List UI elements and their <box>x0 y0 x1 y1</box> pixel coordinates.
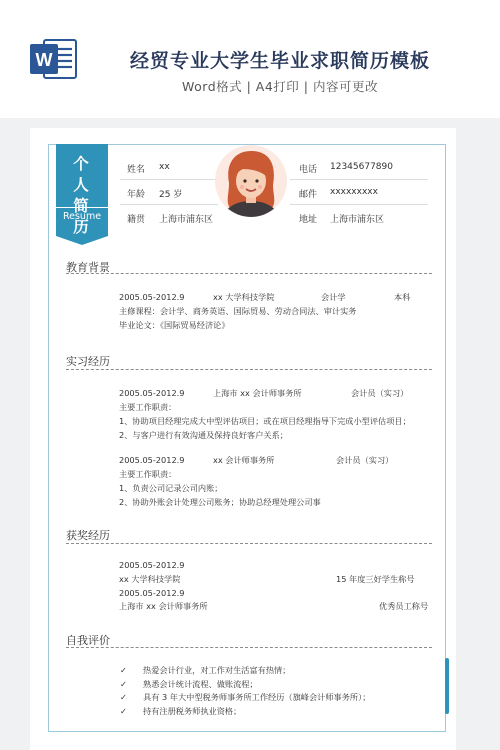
check-icon: ✓ <box>120 692 127 702</box>
info-divider <box>120 204 218 205</box>
education-period: 2005.05-2012.9 <box>119 292 185 302</box>
info-divider <box>120 179 218 180</box>
job-duty: 2、与客户进行有效沟通及保持良好客户关系； <box>119 430 288 440</box>
email-value: xxxxxxxxx <box>330 187 378 197</box>
section-title-self-eval: 自我评价 <box>66 634 110 647</box>
job-duty: 1、协助项目经理完成大中型评估项目；或在项目经理指导下完成小型评估项目； <box>119 416 411 426</box>
resume-ribbon <box>56 144 108 236</box>
word-icon-letter: W <box>35 50 53 70</box>
section-title-education: 教育背景 <box>66 261 110 274</box>
section-divider <box>66 543 432 544</box>
award-period: 2005.05-2012.9 <box>119 560 185 570</box>
award-org: 上海市 xx 会计师事务所 <box>119 601 208 611</box>
ribbon-title-line1: 个 人 <box>73 155 97 194</box>
education-thesis: 毕业论文：《国际贸易经济论》 <box>119 320 230 330</box>
email-label: 邮件 <box>299 190 318 200</box>
ribbon-title-line2: 简 历 <box>73 197 97 236</box>
job-period: 2005.05-2012.9 <box>119 455 185 465</box>
job-duties-title: 主要工作职责： <box>119 469 177 479</box>
job-duty: 2、协助外账会计处理公司账务；协助总经理处理公司事 <box>119 497 321 507</box>
self-eval-item: 熟悉会计统计流程、做账流程； <box>143 679 258 689</box>
name-label: 姓名 <box>127 165 146 175</box>
phone-value: 12345677890 <box>330 162 393 172</box>
award-name: 优秀员工称号 <box>379 601 429 611</box>
vertical-scrollbar[interactable] <box>445 658 449 714</box>
education-major: 会计学 <box>321 292 346 302</box>
job-company: 上海市 xx 会计师事务所 <box>213 388 302 398</box>
section-title-awards: 获奖经历 <box>66 529 110 542</box>
job-role: 会计员（实习） <box>351 388 409 398</box>
self-eval-item: 具有 3 年大中型税务师事务所工作经历（旗峰会计师事务所）； <box>143 692 371 702</box>
age-value: 25 岁 <box>159 190 183 200</box>
education-school: xx 大学科技学院 <box>213 292 275 302</box>
origin-label: 籍贯 <box>127 215 146 225</box>
info-divider <box>290 179 428 180</box>
award-period: 2005.05-2012.9 <box>119 588 185 598</box>
self-eval-item: 热爱会计行业，对工作对生活富有热情； <box>143 665 291 675</box>
award-org: xx 大学科技学院 <box>119 574 181 584</box>
avatar <box>215 143 287 221</box>
word-document-icon <box>30 38 78 80</box>
job-duty: 1、负责公司记录公司内账； <box>119 483 223 493</box>
award-name: 15 年度三好学生称号 <box>336 574 415 584</box>
page-title: 经贸专业大学生毕业求职简历模板 <box>129 50 430 72</box>
ribbon-english: Resume <box>56 207 108 225</box>
check-icon: ✓ <box>120 706 127 716</box>
self-eval-item: 持有注册税务师执业资格； <box>143 706 242 716</box>
check-icon: ✓ <box>120 665 127 675</box>
page-subtitle: Word格式 | A4打印 | 内容可更改 <box>182 79 378 94</box>
address-value: 上海市浦东区 <box>330 215 385 225</box>
section-divider <box>66 369 432 370</box>
check-icon: ✓ <box>120 679 127 689</box>
ribbon-tip <box>56 236 108 245</box>
section-divider <box>66 273 432 274</box>
phone-label: 电话 <box>299 165 318 175</box>
address-label: 地址 <box>299 215 318 225</box>
page-header <box>0 0 500 118</box>
section-title-internship: 实习经历 <box>66 355 110 368</box>
job-period: 2005.05-2012.9 <box>119 388 185 398</box>
job-company: xx 会计师事务所 <box>213 455 275 465</box>
name-value: xx <box>159 162 170 172</box>
section-divider <box>66 647 432 648</box>
origin-value: 上海市浦东区 <box>159 215 214 225</box>
education-courses: 主修课程：会计学、商务英语、国际贸易、劳动合同法、审计实务 <box>119 306 357 316</box>
info-divider <box>290 204 428 205</box>
education-degree: 本科 <box>394 292 411 302</box>
age-label: 年龄 <box>127 190 146 200</box>
job-role: 会计员（实习） <box>336 455 394 465</box>
job-duties-title: 主要工作职责： <box>119 402 177 412</box>
